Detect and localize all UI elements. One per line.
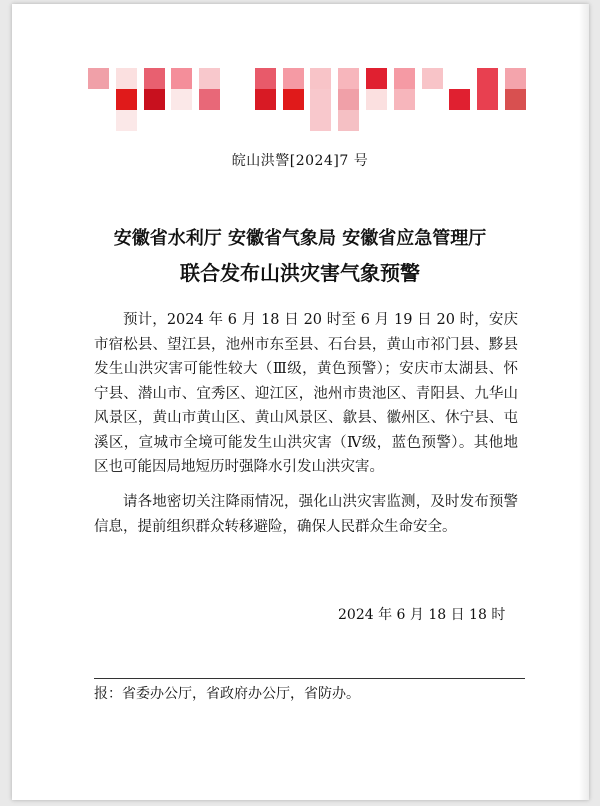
masthead-mosaic-cell [255, 68, 276, 89]
pixelated-masthead [88, 68, 532, 132]
page-edge-shadow [579, 4, 589, 800]
masthead-mosaic-cell [477, 110, 498, 131]
masthead-mosaic-cell [338, 89, 359, 110]
masthead-mosaic-cell [144, 89, 165, 110]
masthead-mosaic-cell [449, 89, 470, 110]
masthead-mosaic-cell [310, 110, 331, 131]
masthead-mosaic-cell [422, 110, 443, 131]
masthead-mosaic-cell [116, 110, 137, 131]
masthead-mosaic-cell [171, 68, 192, 89]
masthead-mosaic-cell [199, 68, 220, 89]
instruction-paragraph: 请各地密切关注降雨情况，强化山洪灾害监测，及时发布预警信息，提前组织群众转移避险，确保人民群众生命安全。 [94, 494, 518, 535]
masthead-mosaic-cell [116, 89, 137, 110]
masthead-mosaic-cell [338, 68, 359, 89]
masthead-mosaic-cell [171, 89, 192, 110]
masthead-mosaic-cell [366, 110, 387, 131]
masthead-mosaic-cell [394, 68, 415, 89]
masthead-mosaic-cell [505, 89, 526, 110]
masthead-mosaic-cell [366, 89, 387, 110]
masthead-mosaic-cell [199, 110, 220, 131]
masthead-mosaic-cell [88, 89, 109, 110]
masthead-mosaic-cell [310, 89, 331, 110]
document-number: 皖山洪警[2024]7 号 [231, 153, 369, 169]
masthead-mosaic-cell [338, 110, 359, 131]
masthead-mosaic-cell [88, 110, 109, 131]
masthead-mosaic-cell [283, 68, 304, 89]
masthead-mosaic-cell [394, 110, 415, 131]
notice-title: 联合发布山洪灾害气象预警 [180, 261, 420, 285]
issuing-agencies-title: 安徽省水利厅 安徽省气象局 安徽省应急管理厅 [113, 228, 487, 249]
masthead-mosaic-cell [116, 68, 137, 89]
forecast-paragraph: 预计，2024 年 6 月 18 日 20 时至 6 月 19 日 20 时，安庆市宿松县、望江县，池州市东至县、石台县，黄山市祁门县、黟县发生山洪灾害可能性较大（Ⅲ级，黄色预警）；安庆市太湖县、怀宁县、潜山市、宜秀区、迎江区，池州市贵池区、青阳县、九华山风景区，黄山市黄山区、黄山风景区、歙县、徽州区、休宁县、屯溪区，宣城市全境可能发生山洪灾害（Ⅳ级，蓝色预警）。其他地区也可能因局地短历时强降水引发山洪灾害。 [94, 312, 518, 475]
masthead-mosaic-cell [366, 68, 387, 89]
masthead-mosaic-cell [283, 89, 304, 110]
masthead-mosaic-cell [310, 68, 331, 89]
report-divider [94, 678, 525, 679]
masthead-mosaic-cell [255, 89, 276, 110]
masthead-mosaic-cell [422, 68, 443, 89]
report-to-line: 报：省委办公厅，省政府办公厅，省防办。 [94, 686, 360, 702]
masthead-mosaic-cell [255, 110, 276, 131]
masthead-mosaic-cell [505, 110, 526, 131]
masthead-mosaic-cell [227, 68, 248, 89]
masthead-mosaic-cell [227, 110, 248, 131]
masthead-mosaic-cell [283, 110, 304, 131]
masthead-mosaic-cell [88, 68, 109, 89]
masthead-mosaic-cell [199, 89, 220, 110]
masthead-mosaic-cell [394, 89, 415, 110]
masthead-mosaic-cell [144, 68, 165, 89]
issue-date: 2024 年 6 月 18 日 18 时 [338, 607, 506, 623]
masthead-mosaic-cell [227, 89, 248, 110]
masthead-mosaic-cell [449, 110, 470, 131]
masthead-mosaic-cell [449, 68, 470, 89]
masthead-mosaic-cell [505, 68, 526, 89]
masthead-mosaic-cell [477, 89, 498, 110]
masthead-mosaic-cell [171, 110, 192, 131]
masthead-mosaic-cell [144, 110, 165, 131]
masthead-mosaic-cell [477, 68, 498, 89]
masthead-mosaic-cell [422, 89, 443, 110]
